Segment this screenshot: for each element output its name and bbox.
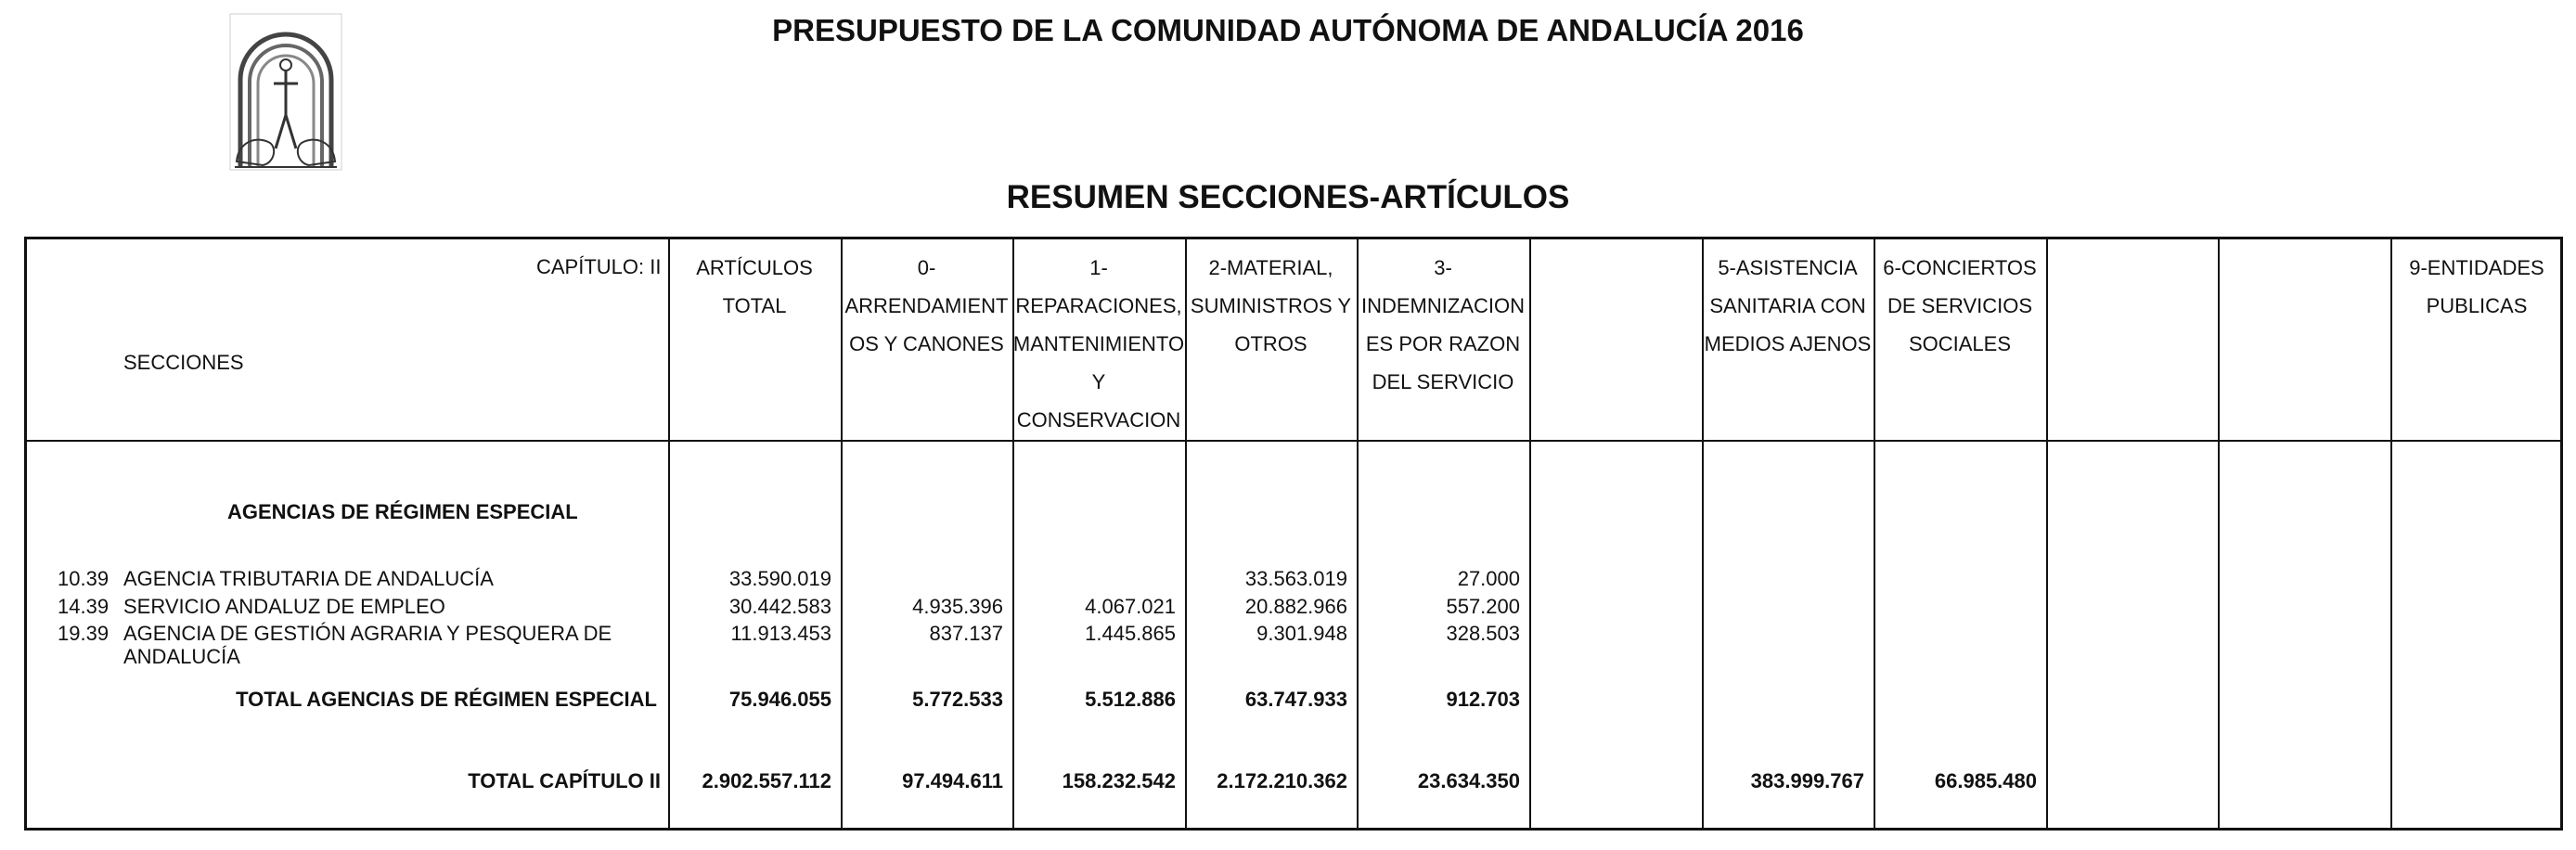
cell-value: 20.882.966 (1244, 595, 1347, 618)
subtotal-label: TOTAL AGENCIAS DE RÉGIMEN ESPECIAL (236, 688, 657, 711)
cell-value: 4.067.021 (1085, 595, 1176, 618)
cell-value: 30.442.583 (728, 595, 831, 618)
page-title: PRESUPUESTO DE LA COMUNIDAD AUTÓNOMA DE ANDALUCÍA 2016 (772, 13, 1804, 47)
secciones-label: SECCIONES (123, 351, 244, 374)
row-name: SERVICIO ANDALUZ DE EMPLEO (123, 595, 445, 618)
subtotal-value: 5.512.886 (1085, 688, 1176, 711)
cell-value: 4.935.396 (912, 595, 1003, 618)
total-value: 2.902.557.112 (702, 769, 831, 792)
total-value: 383.999.767 (1750, 769, 1864, 792)
subtotal-value: 63.747.933 (1244, 688, 1347, 711)
column-header-6: 6-CONCIERTOS DE SERVICIOS SOCIALES (1883, 256, 2037, 355)
total-value: 23.634.350 (1417, 769, 1520, 792)
column-header-1: 1- REPARACIONES, MANTENIMIENTO Y CONSERVACION (1012, 256, 1185, 431)
row-name: AGENCIA DE GESTIÓN AGRARIA Y PESQUERA DE (123, 622, 612, 645)
cell-value: 557.200 (1446, 595, 1520, 618)
row-name: AGENCIA TRIBUTARIA DE ANDALUCÍA (123, 567, 494, 590)
cell-value: 328.503 (1446, 622, 1520, 645)
column-divider (668, 237, 670, 831)
subtotal-value: 5.772.533 (912, 688, 1003, 711)
column-header-3: 3- INDEMNIZACION ES POR RAZON DEL SERVICIO (1361, 256, 1525, 393)
total-label: TOTAL CAPÍTULO II (468, 769, 661, 792)
column-divider (2390, 237, 2392, 831)
total-value: 158.232.542 (1062, 769, 1176, 792)
group-title: AGENCIAS DE RÉGIMEN ESPECIAL (227, 500, 578, 523)
column-header-0: 0- ARRENDAMIENT OS Y CANONES (844, 256, 1009, 355)
total-value: 97.494.611 (902, 769, 1003, 792)
column-header-5: 5-ASISTENCIA SANITARIA CON MEDIOS AJENOS (1704, 256, 1872, 355)
column-divider (1529, 237, 1531, 831)
total-value: 2.172.210.362 (1217, 769, 1347, 792)
header-divider (24, 440, 2563, 442)
cell-value: 33.590.019 (728, 567, 831, 590)
column-header-9: 9-ENTIDADES PUBLICAS (2409, 256, 2544, 317)
cell-value: 1.445.865 (1085, 622, 1176, 645)
capitulo-label: CAPÍTULO: II (536, 255, 662, 278)
row-name-continuation: ANDALUCÍA (123, 645, 240, 668)
cell-value: 9.301.948 (1256, 622, 1347, 645)
subtotal-value: 912.703 (1446, 688, 1520, 711)
column-divider (2046, 237, 2048, 831)
row-code: 14.39 (58, 595, 109, 618)
column-header-articulos-total: ARTÍCULOS TOTAL (696, 256, 813, 317)
report-subtitle: RESUMEN SECCIONES-ARTÍCULOS (1006, 179, 1570, 215)
subtotal-value: 75.946.055 (728, 688, 831, 711)
cell-value: 11.913.453 (730, 622, 831, 645)
cell-value: 837.137 (929, 622, 1003, 645)
cell-value: 27.000 (1457, 567, 1520, 590)
cell-value: 33.563.019 (1244, 567, 1347, 590)
column-divider (2218, 237, 2220, 831)
row-code: 10.39 (58, 567, 109, 590)
column-header-2: 2-MATERIAL, SUMINISTROS Y OTROS (1190, 256, 1352, 355)
total-value: 66.985.480 (1934, 769, 2037, 792)
row-code: 19.39 (58, 622, 109, 645)
